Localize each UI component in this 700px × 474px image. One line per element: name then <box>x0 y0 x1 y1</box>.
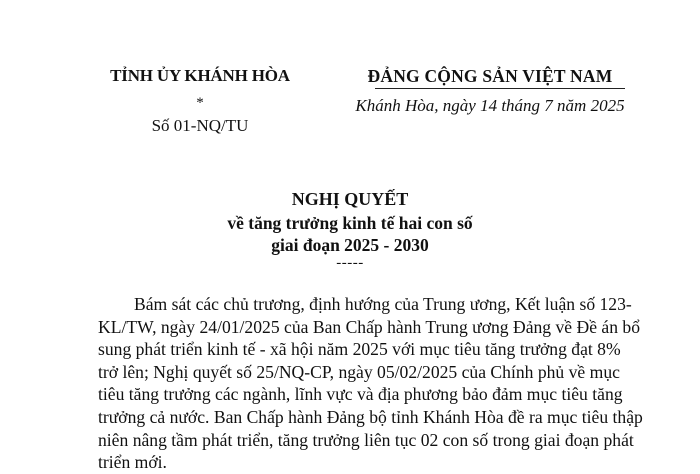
body-line: Bám sát các chủ trương, định hướng của Trung ương, Kết luận số 123- <box>134 294 632 314</box>
party-name: ĐẢNG CỘNG SẢN VIỆT NAM <box>367 66 613 86</box>
body-line: trở lên; Nghị quyết số 25/NQ-CP, ngày 05/02/2025 của Chính phủ về mục <box>98 361 620 382</box>
body-line: KL/TW, ngày 24/01/2025 của Ban Chấp hành Trung ương Đảng về Đề án bổ <box>98 316 641 337</box>
document-subtitle-line-2: giai đoạn 2025 - 2030 <box>271 235 429 255</box>
party-name-underline <box>375 88 625 89</box>
header-separator: * <box>196 95 204 111</box>
body-line: tiêu tăng trưởng các ngành, lĩnh vực và địa phương bảo đảm mục tiêu tăng <box>98 384 623 405</box>
body-line: trưởng cả nước. Ban Chấp hành Đảng bộ tỉnh Khánh Hòa đề ra mục tiêu thập <box>98 406 643 427</box>
document-number: Số 01-NQ/TU <box>151 116 249 135</box>
issuing-organization: TỈNH ỦY KHÁNH HÒA <box>110 66 290 85</box>
body-line: triển mới. <box>98 452 167 473</box>
place-and-date: Khánh Hòa, ngày 14 tháng 7 năm 2025 <box>355 96 625 115</box>
title-divider: ----- <box>336 255 364 271</box>
body-line: sung phát triển kinh tế - xã hội năm 2025 với mục tiêu tăng trưởng đạt 8% <box>98 339 621 360</box>
document-type-title: NGHỊ QUYẾT <box>291 189 409 209</box>
document-subtitle-line-1: về tăng trưởng kinh tế hai con số <box>227 213 473 233</box>
body-line: niên nâng tầm phát triển, tăng trưởng liên tục 02 con số trong giai đoạn phát <box>98 429 634 450</box>
body-paragraph <box>98 293 643 474</box>
